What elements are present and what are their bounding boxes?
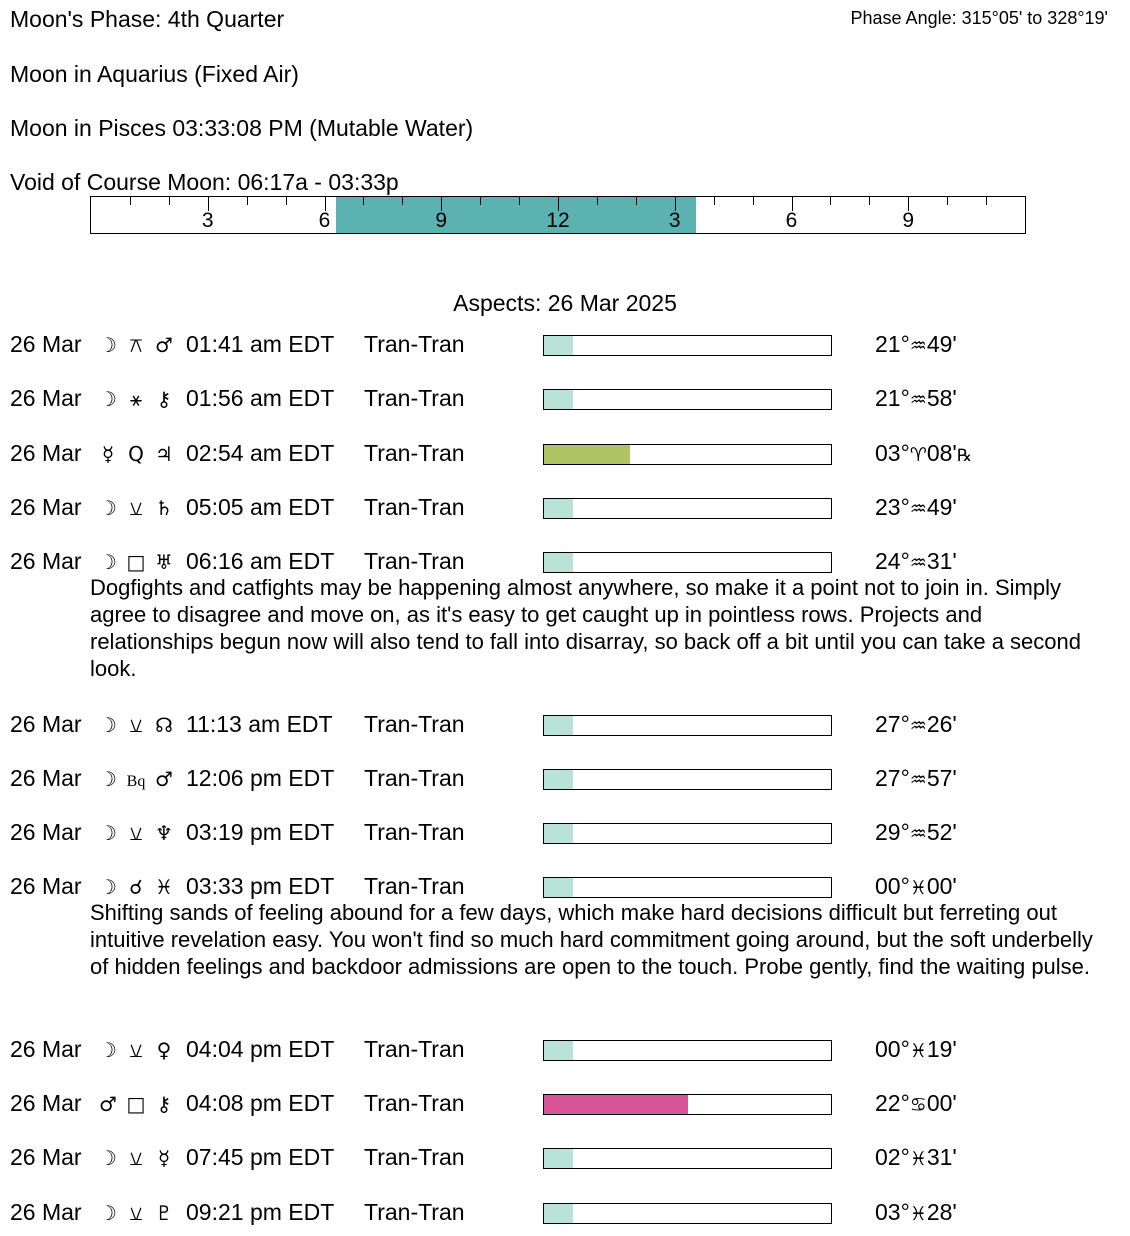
aspect-kind: Tran-Tran [364, 819, 465, 846]
position-degree: 27° [875, 710, 910, 737]
aspect-date: 26 Mar [10, 1035, 82, 1062]
aspect-strength-bar [543, 715, 832, 736]
planet-2-glyph: ♃ [155, 441, 173, 466]
planet-2-glyph: ♅ [155, 550, 173, 575]
position-degree: 03° [875, 1198, 910, 1225]
position-minute: 57' [926, 764, 957, 791]
hour-label: 3 [668, 209, 681, 232]
aspect-date: 26 Mar [10, 1090, 82, 1116]
zodiac-sign-icon: ♓ [909, 1148, 927, 1171]
aspect-date: 26 Mar [10, 548, 82, 575]
aspect-time: 01:41 am EDT [186, 331, 335, 357]
hour-tick [169, 197, 170, 205]
position-minute: 26' [926, 710, 957, 737]
hour-tick [286, 197, 287, 205]
aspect-time: 05:05 am EDT [186, 493, 335, 520]
position-minute: 00' [926, 873, 957, 900]
aspect-strength-bar [543, 389, 832, 410]
aspect-strength-fill [544, 878, 573, 897]
aspect-time: 06:16 am EDT [186, 548, 335, 575]
hour-tick [130, 197, 131, 205]
aspect-strength-fill [544, 553, 573, 572]
position-degree: 29° [875, 819, 910, 846]
aspect-glyph: ⚺ [129, 1037, 143, 1062]
aspect-strength-fill [544, 824, 573, 843]
hour-tick [402, 197, 403, 205]
aspect-glyphs [94, 1090, 178, 1117]
aspect-glyph: ⚹ [130, 387, 142, 412]
position-degree: 24° [875, 548, 910, 575]
aspect-time: 02:54 am EDT [186, 439, 335, 466]
aspect-kind: Tran-Tran [364, 385, 465, 412]
hour-tick [363, 197, 364, 205]
aspect-time: 01:56 am EDT [186, 385, 335, 412]
hour-tick [247, 197, 248, 205]
aspect-strength-fill [544, 499, 573, 518]
aspect-position [875, 385, 957, 412]
position-degree: 27° [875, 764, 910, 791]
aspect-glyphs [94, 1036, 178, 1063]
aspect-glyphs [94, 873, 178, 900]
position-degree: 03° [875, 439, 910, 466]
moon-phase: Moon's Phase: 4th Quarter [10, 6, 285, 32]
aspect-glyphs [94, 440, 178, 467]
planet-1-glyph: ☽ [99, 712, 117, 737]
aspect-strength-bar [543, 1148, 832, 1169]
aspect-glyph: ⚺ [129, 712, 143, 737]
aspect-interpretation: Dogfights and catfights may be happening almost anywhere, so make it a point not to join in. Simply agree to disagree and move on, as it's easy to get caught up in pointless rows. Projects and relationships begun now will also tend to fall into disarray, so back off a bit until you can take a second look. [90, 575, 1081, 682]
void-of-course-timeline [90, 196, 1026, 234]
planet-1-glyph: ☽ [99, 387, 117, 412]
aspect-glyphs [94, 331, 178, 358]
position-minute: 31' [926, 548, 957, 575]
planet-2-glyph: ☊ [155, 712, 173, 737]
aspect-glyphs [94, 548, 178, 575]
aspect-row [0, 494, 1130, 526]
aspect-kind: Tran-Tran [364, 764, 465, 791]
planet-2-glyph: ♄ [155, 495, 173, 520]
aspect-strength-fill [544, 390, 573, 409]
aspect-strength-bar [543, 1094, 832, 1115]
hour-tick [830, 197, 831, 205]
aspect-strength-bar [543, 823, 832, 844]
position-degree: 23° [875, 493, 910, 520]
planet-2-glyph: ⚷ [156, 387, 172, 412]
aspect-position [875, 819, 957, 846]
position-degree: 00° [875, 873, 910, 900]
aspect-strength-fill [544, 1149, 573, 1168]
aspect-glyphs [94, 765, 178, 792]
hour-tick [947, 197, 948, 205]
aspect-time: 03:19 pm EDT [186, 819, 335, 846]
aspect-position [875, 548, 957, 575]
position-degree: 21° [875, 385, 910, 412]
planet-1-glyph: ☽ [99, 495, 117, 520]
zodiac-sign-icon: ♋ [909, 1094, 927, 1116]
aspect-date: 26 Mar [10, 493, 82, 520]
position-minute: 52' [926, 819, 957, 846]
aspect-glyphs [94, 819, 178, 846]
aspect-glyphs [94, 1144, 178, 1171]
aspect-position [875, 331, 957, 358]
aspect-time: 07:45 pm EDT [186, 1144, 335, 1171]
planet-1-glyph: ☽ [99, 550, 117, 575]
aspect-row [0, 711, 1130, 743]
zodiac-sign-icon: ♓ [909, 1202, 927, 1225]
planet-2-glyph: ♂ [155, 766, 173, 791]
aspect-date: 26 Mar [10, 819, 82, 846]
position-minute: 28' [926, 1198, 957, 1225]
planet-2-glyph: ♂ [155, 333, 173, 357]
aspect-kind: Tran-Tran [364, 548, 465, 575]
aspect-strength-bar [543, 769, 832, 790]
aspect-strength-fill [544, 716, 573, 735]
position-minute: 19' [926, 1035, 957, 1062]
aspect-glyphs [94, 1199, 178, 1226]
aspect-strength-bar [543, 1203, 832, 1224]
aspect-row [0, 765, 1130, 797]
planet-2-glyph: ♓ [155, 875, 173, 900]
aspect-time: 11:13 am EDT [186, 710, 333, 737]
aspect-glyph: ⚺ [129, 495, 143, 520]
aspect-date: 26 Mar [10, 331, 82, 357]
zodiac-sign-icon: ♓ [909, 1039, 927, 1062]
aspect-strength-fill [544, 1204, 573, 1223]
aspect-glyph: ☌ [129, 875, 143, 900]
aspect-time: 04:04 pm EDT [186, 1035, 335, 1062]
aspect-row [0, 331, 1130, 363]
aspect-row [0, 1036, 1130, 1068]
zodiac-sign-icon: ♒ [909, 714, 927, 737]
void-of-course: Void of Course Moon: 06:17a - 03:33p [10, 169, 399, 195]
hour-label: 3 [201, 209, 214, 232]
aspect-glyphs [94, 711, 178, 738]
planet-1-glyph: ☽ [99, 1146, 117, 1171]
aspect-row [0, 1090, 1130, 1122]
position-minute: 49' [926, 331, 957, 357]
aspect-time: 04:08 pm EDT [186, 1090, 335, 1116]
moon-ingress: Moon in Pisces 03:33:08 PM (Mutable Water) [10, 115, 474, 141]
hour-label: 6 [785, 209, 798, 232]
planet-1-glyph: ☽ [99, 766, 117, 791]
hour-tick [480, 197, 481, 205]
aspect-glyphs [94, 385, 178, 412]
aspect-row [0, 1144, 1130, 1176]
position-degree: 21° [875, 331, 910, 357]
aspect-kind: Tran-Tran [364, 1198, 465, 1225]
aspect-strength-fill [544, 1095, 688, 1114]
aspect-kind: Tran-Tran [364, 710, 465, 737]
aspect-position [875, 1199, 957, 1226]
hour-label: 9 [435, 209, 448, 232]
aspect-date: 26 Mar [10, 710, 82, 737]
hour-tick [519, 197, 520, 205]
zodiac-sign-icon: ♈ [909, 443, 927, 466]
aspect-strength-bar [543, 552, 832, 573]
planet-1-glyph: ☽ [99, 821, 117, 846]
zodiac-sign-icon: ♓ [909, 877, 927, 900]
phase-angle: Phase Angle: 315°05' to 328°19' [850, 8, 1108, 28]
aspect-strength-fill [544, 1041, 573, 1060]
hour-label: 12 [546, 209, 570, 232]
zodiac-sign-icon: ♒ [909, 552, 927, 575]
zodiac-sign-icon: ♒ [909, 497, 927, 520]
aspect-strength-bar [543, 444, 832, 465]
aspect-position [875, 1090, 957, 1117]
position-degree: 22° [875, 1090, 910, 1116]
aspects-title: Aspects: 26 Mar 2025 [453, 290, 677, 316]
aspect-strength-bar [543, 1040, 832, 1061]
planet-2-glyph: ♇ [155, 1200, 173, 1225]
planet-1-glyph: ☽ [99, 333, 117, 357]
aspect-time: 12:06 pm EDT [186, 764, 335, 791]
position-degree: 00° [875, 1035, 910, 1062]
aspect-glyph: ⚺ [129, 821, 143, 846]
aspect-row [0, 385, 1130, 417]
aspect-position [875, 873, 957, 900]
hour-tick [869, 197, 870, 205]
position-minute: 49' [926, 493, 957, 520]
aspect-position [875, 765, 957, 792]
aspect-kind: Tran-Tran [364, 873, 465, 900]
aspect-strength-fill [544, 336, 573, 355]
planet-1-glyph: ☽ [99, 875, 117, 900]
planet-2-glyph: ☿ [157, 1146, 171, 1171]
aspect-strength-fill [544, 770, 573, 789]
aspect-strength-bar [543, 877, 832, 898]
aspect-glyph: Bq [126, 772, 146, 790]
hour-label: 6 [318, 209, 331, 232]
aspect-strength-fill [544, 445, 630, 464]
aspect-glyph: Q [128, 441, 144, 466]
aspect-glyphs [94, 494, 178, 521]
hour-tick [636, 197, 637, 205]
aspect-kind: Tran-Tran [364, 1090, 465, 1116]
aspect-time: 09:21 pm EDT [186, 1198, 335, 1225]
hour-tick [753, 197, 754, 205]
hour-tick [597, 197, 598, 205]
retrograde-icon: ℞ [956, 445, 973, 466]
aspect-date: 26 Mar [10, 873, 82, 900]
aspect-kind: Tran-Tran [364, 1144, 465, 1171]
zodiac-sign-icon: ♒ [909, 335, 927, 357]
aspect-glyph: □ [126, 1092, 146, 1116]
aspect-date: 26 Mar [10, 1198, 82, 1225]
aspect-kind: Tran-Tran [364, 439, 465, 466]
aspect-time: 03:33 pm EDT [186, 873, 335, 900]
aspect-position [875, 440, 972, 467]
position-minute: 31' [926, 1144, 957, 1171]
aspect-glyph: ⚺ [129, 1200, 143, 1225]
position-degree: 02° [875, 1144, 910, 1171]
aspect-row [0, 440, 1130, 472]
void-period-fill [336, 197, 697, 233]
aspect-position [875, 494, 957, 521]
aspect-row [0, 819, 1130, 851]
planet-1-glyph: ☿ [101, 441, 115, 466]
aspect-kind: Tran-Tran [364, 493, 465, 520]
planet-1-glyph: ♂ [99, 1092, 117, 1116]
moon-sign: Moon in Aquarius (Fixed Air) [10, 61, 299, 87]
hour-label: 9 [902, 209, 915, 232]
planet-1-glyph: ☽ [99, 1037, 117, 1062]
aspect-strength-bar [543, 498, 832, 519]
zodiac-sign-icon: ♒ [909, 768, 927, 791]
aspect-position [875, 711, 957, 738]
zodiac-sign-icon: ♒ [909, 389, 927, 412]
aspect-glyph: □ [126, 550, 146, 575]
hour-tick [986, 197, 987, 205]
zodiac-sign-icon: ♒ [909, 823, 927, 846]
aspect-strength-bar [543, 335, 832, 356]
planet-2-glyph: ♆ [155, 821, 173, 846]
aspect-interpretation: Shifting sands of feeling abound for a few days, which make hard decisions difficult but ferreting out intuitive revelation easy. You won't find so much hard commitment going around, but the soft underbelly of hidden feelings and backdoor admissions are open to the touch. Probe gently, find the waiting pulse. [90, 900, 1093, 980]
aspect-kind: Tran-Tran [364, 331, 465, 357]
position-minute: 58' [926, 385, 957, 412]
position-minute: 08' [926, 439, 957, 466]
aspect-glyph: ⚻ [129, 333, 143, 357]
aspect-date: 26 Mar [10, 385, 82, 412]
aspect-date: 26 Mar [10, 764, 82, 791]
planet-2-glyph: ♀ [156, 1037, 172, 1062]
aspect-position [875, 1144, 957, 1171]
hour-tick [714, 197, 715, 205]
aspect-glyph: ⚺ [129, 1146, 143, 1171]
aspect-position [875, 1036, 957, 1063]
planet-2-glyph: ⚷ [156, 1092, 172, 1116]
aspect-date: 26 Mar [10, 439, 82, 466]
planet-1-glyph: ☽ [99, 1200, 117, 1225]
aspect-kind: Tran-Tran [364, 1035, 465, 1062]
aspect-date: 26 Mar [10, 1144, 82, 1171]
position-minute: 00' [926, 1090, 957, 1116]
aspect-row [0, 1199, 1130, 1231]
